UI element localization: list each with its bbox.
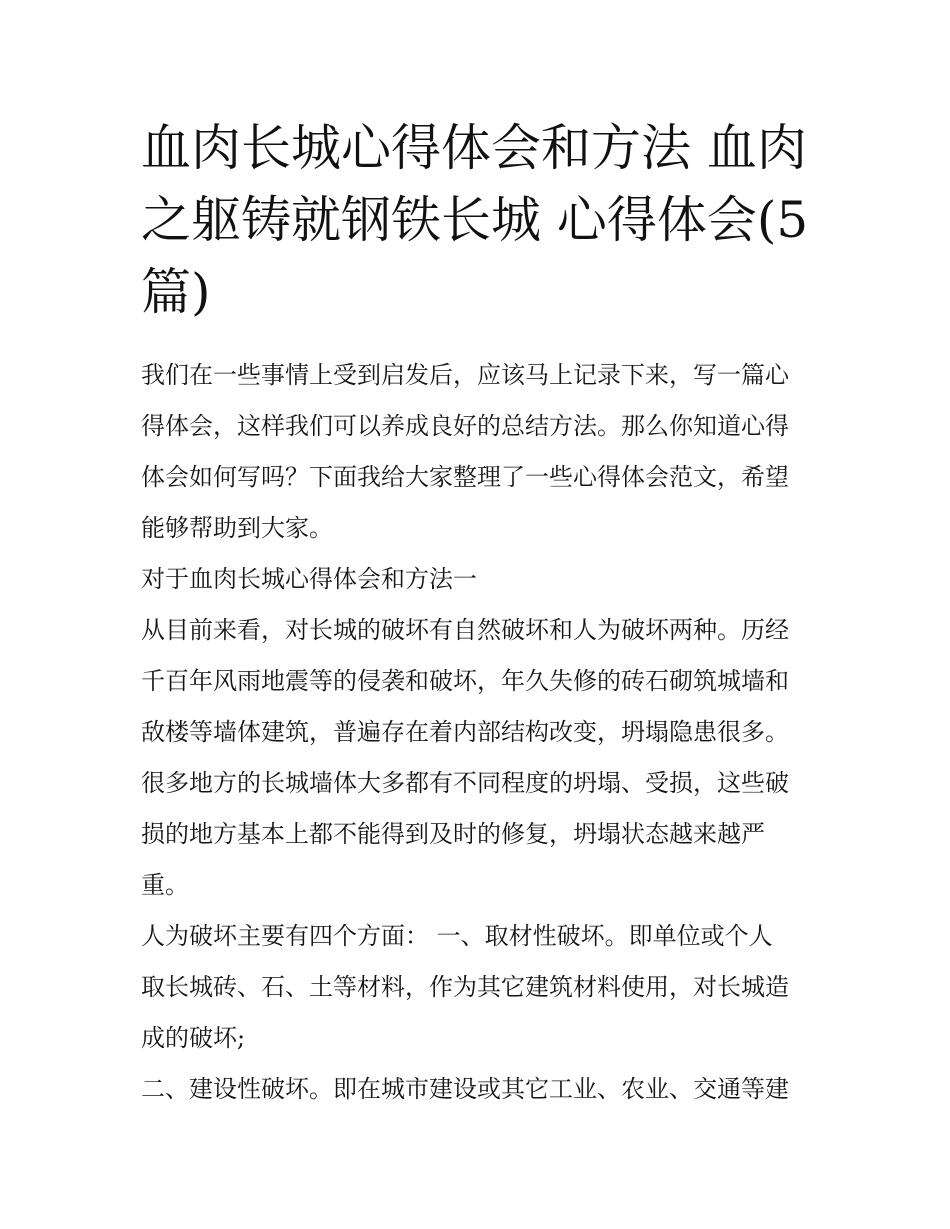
document-body [141, 350, 813, 1115]
section-heading [141, 554, 813, 605]
text-line: 得体会，这样我们可以养成良好的总结方法。那么你知道心得 [141, 412, 789, 440]
document-title [141, 112, 813, 328]
body-paragraph [141, 605, 813, 911]
text-line: 千百年风雨地震等的侵袭和破坏，年久失修的砖石砌筑城墙和 [141, 667, 789, 695]
text-line: 重。 [141, 871, 189, 899]
text-line: 很多地方的长城墙体大多都有不同程度的坍塌、受损，这些破 [141, 769, 789, 797]
text-line: 人为破坏主要有四个方面： 一、取材性破坏。即单位或个人 [141, 922, 773, 950]
title-line: 血肉长城心得体会和方法 血肉 [141, 119, 807, 177]
title-line: 篇) [141, 263, 211, 321]
body-paragraph [141, 1064, 813, 1115]
text-line: 损的地方基本上都不能得到及时的修复，坍塌状态越来越严 [141, 820, 765, 848]
text-line: 成的破坏; [141, 1024, 246, 1052]
text-line: 能够帮助到大家。 [141, 514, 333, 542]
text-line: 我们在一些事情上受到启发后，应该马上记录下来，写一篇心 [141, 361, 789, 389]
body-paragraph [141, 911, 813, 1064]
text-line: 从目前来看，对长城的破坏有自然破坏和人为破坏两种。历经 [141, 616, 789, 644]
intro-paragraph [141, 350, 813, 554]
document-content [141, 112, 813, 1115]
text-line: 对于血肉长城心得体会和方法一 [141, 565, 477, 593]
text-line: 二、建设性破坏。即在城市建设或其它工业、农业、交通等建 [141, 1075, 789, 1103]
text-line: 体会如何写吗？下面我给大家整理了一些心得体会范文，希望 [141, 463, 789, 491]
title-line: 之躯铸就钢铁长城 心得体会(5 [141, 191, 809, 249]
text-line: 取长城砖、石、土等材料，作为其它建筑材料使用，对长城造 [141, 973, 789, 1001]
text-line: 敌楼等墙体建筑，普遍存在着内部结构改变，坍塌隐患很多。 [141, 718, 789, 746]
